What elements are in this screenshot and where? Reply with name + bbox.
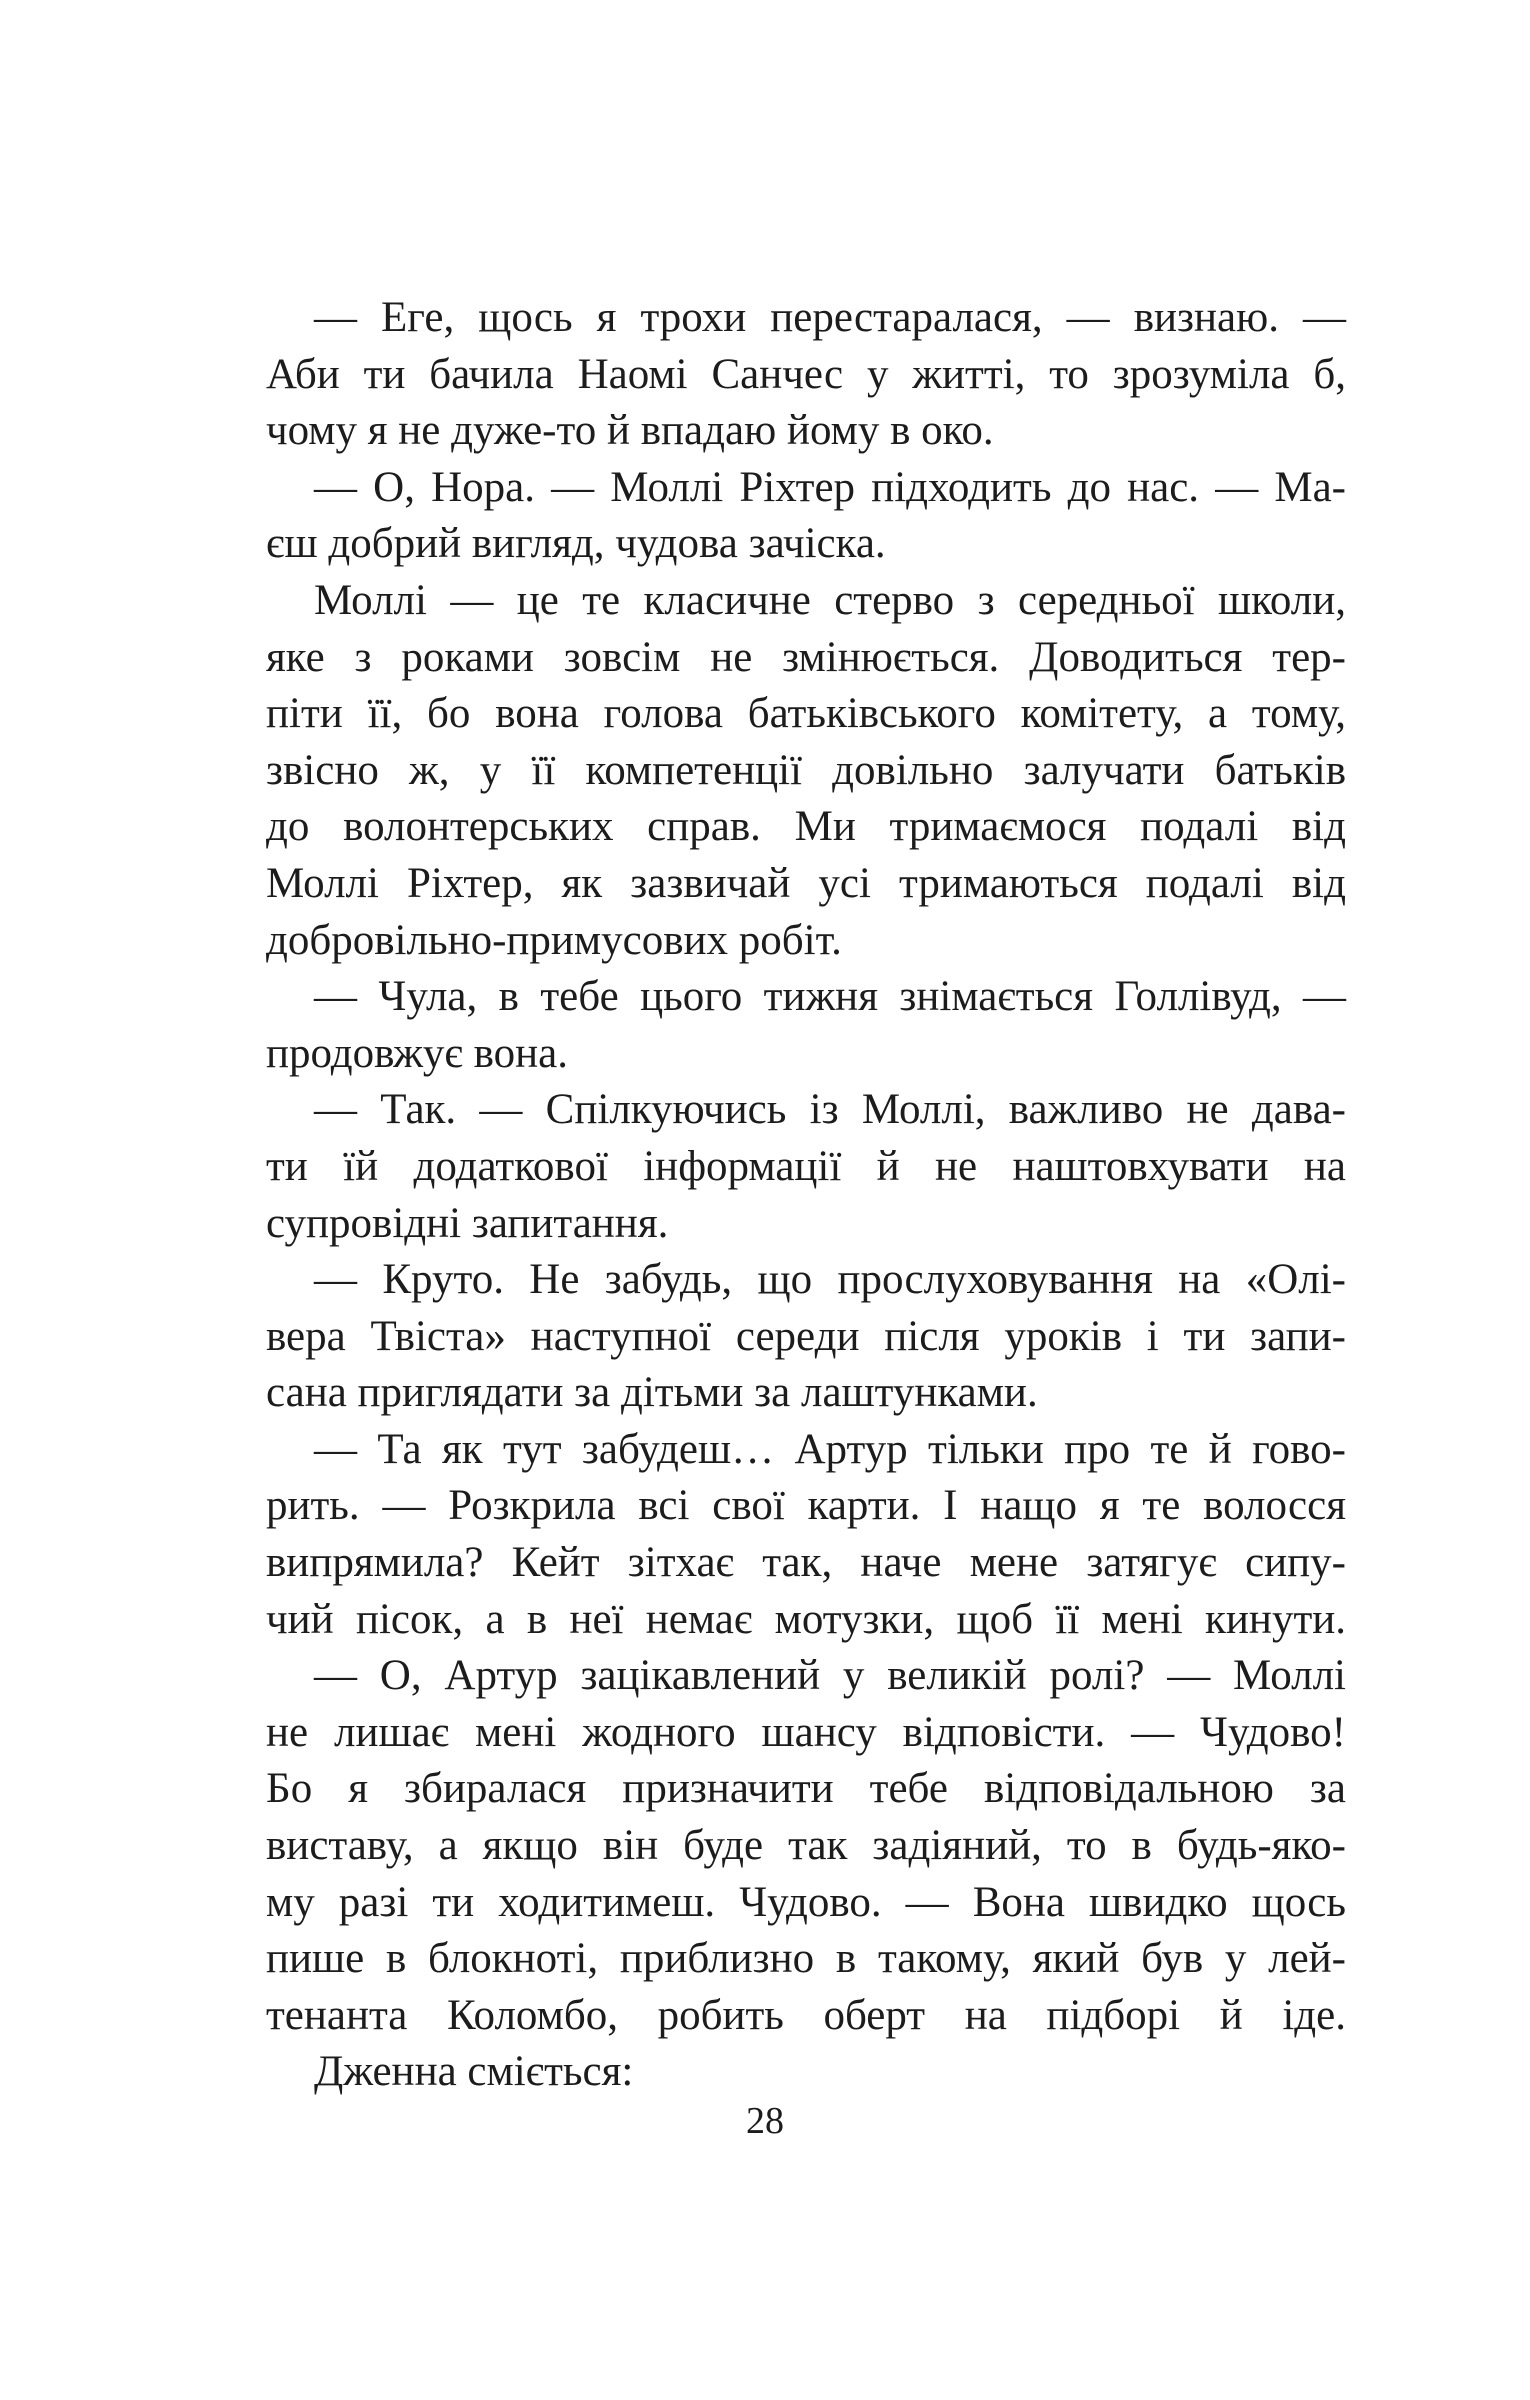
text-line: добровільно-примусових робіт. <box>266 916 842 964</box>
text-line: — Круто. Не забудь, що прослуховування на «Олі- <box>314 1256 1346 1304</box>
text-line: вера Твіста» наступної середи після уроків і ти запи- <box>266 1312 1346 1360</box>
text-line: — Та як тут забудеш… Артур тільки про те й гово- <box>314 1425 1346 1473</box>
text-line: — О, Артур зацікавлений у великій ролі? — Моллі <box>314 1652 1346 1700</box>
text-line: — Еге, щось я трохи перестаралася, — визнаю. — <box>314 294 1346 341</box>
text-line: чому я не дуже-то й впадаю йому в око. <box>266 407 994 455</box>
text-line: піти її, бо вона голова батьківського комітету, а тому, <box>266 690 1346 738</box>
text-line: Бо я збиралася призначити тебе відповідальною за <box>266 1765 1346 1813</box>
text-line: ти їй додаткової інформації й не наштовхувати на <box>266 1142 1346 1190</box>
text-line: пише в блокноті, приблизно в такому, який був у лей- <box>266 1935 1346 1983</box>
text-line: — О, Нора. — Моллі Ріхтер підходить до нас. — Ма- <box>314 463 1346 511</box>
text-line: продовжує вона. <box>266 1029 568 1077</box>
text-line: єш добрий вигляд, чудова зачіска. <box>266 520 886 568</box>
text-line: сана приглядати за дітьми за лаштунками. <box>266 1369 1038 1417</box>
text-line: — Так. — Спілкуючись із Моллі, важливо не дава- <box>314 1086 1346 1134</box>
text-line: Дженна сміється: <box>314 2048 634 2096</box>
text-line: виставу, а якщо він буде так задіяний, то в будь-яко- <box>266 1822 1346 1870</box>
text-line: Аби ти бачила Наомі Санчес у житті, то зрозуміла б, <box>266 350 1346 398</box>
text-line: му разі ти ходитимеш. Чудово. — Вона швидко щось <box>266 1878 1346 1926</box>
text-line: яке з роками зовсім не змінюється. Доводиться тер- <box>266 633 1346 681</box>
text-line: до волонтерських справ. Ми тримаємося подалі від <box>266 803 1346 851</box>
body-text <box>266 290 1346 2101</box>
text-line: не лишає мені жодного шансу відповісти. — Чудово! <box>266 1708 1346 1756</box>
text-line: супровідні запитання. <box>266 1199 669 1247</box>
page-number: 28 <box>746 2100 784 2142</box>
text-line: Моллі Ріхтер, як зазвичай усі тримаються подалі від <box>266 859 1346 907</box>
text-line: Моллі — це те класичне стерво з середньої школи, <box>314 576 1346 624</box>
text-line: — Чула, в тебе цього тижня знімається Голлівуд, — <box>314 973 1346 1021</box>
text-line: чий пісок, а в неї немає мотузки, щоб її мені кинути. <box>266 1595 1346 1643</box>
text-line: випрямила? Кейт зітхає так, наче мене затягує сипу- <box>266 1539 1346 1587</box>
text-line: рить. — Розкрила всі свої карти. І нащо я те волосся <box>266 1482 1346 1530</box>
text-line: звісно ж, у її компетенції довільно залучати батьків <box>266 746 1346 794</box>
text-line: тенанта Коломбо, робить оберт на підборі й іде. <box>266 1991 1346 2039</box>
